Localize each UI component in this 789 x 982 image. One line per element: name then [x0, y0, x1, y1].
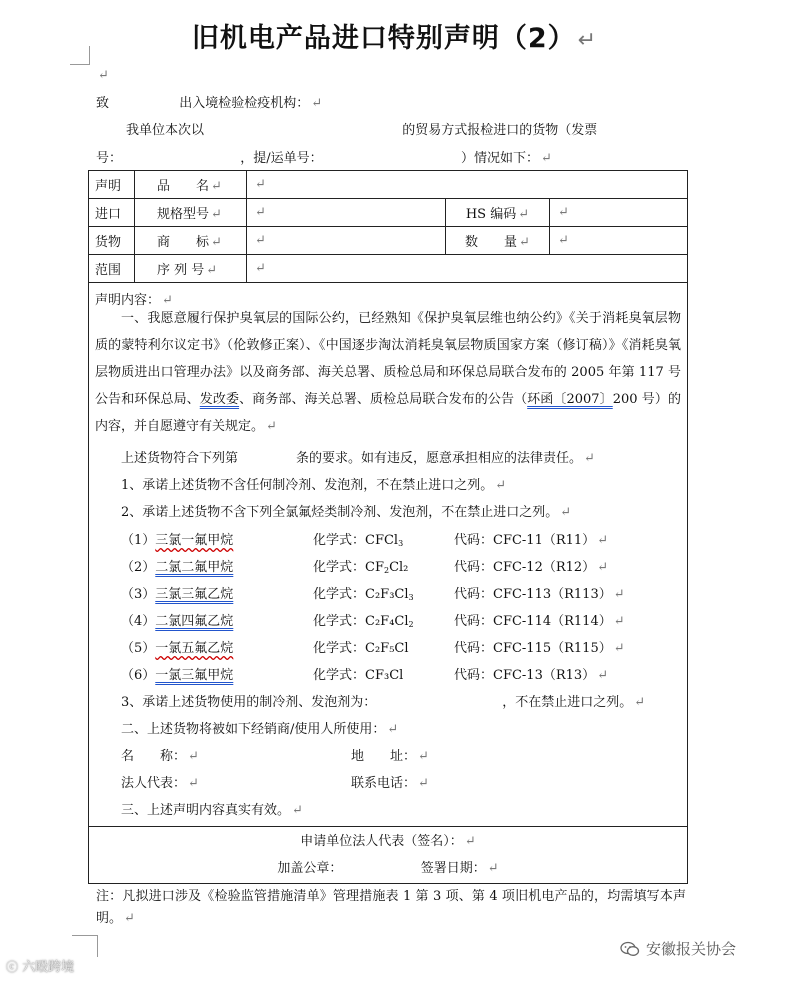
addressee-line: 致 出入境检验检疫机构： ↵ — [96, 96, 323, 111]
content-label: 声明内容： ↵ — [95, 293, 173, 308]
field-value-name[interactable]: ↵ — [247, 171, 688, 199]
declaration-content-cell — [89, 283, 688, 827]
watermark-left: ⓒ 六殴跨境 — [6, 960, 75, 975]
phone-label: 联系电话： ↵ — [351, 776, 429, 791]
crop-mark — [70, 64, 90, 65]
intro-line-1: 我单位本次以 的贸易方式报检进口的货物（发票 — [126, 123, 598, 138]
commitment-item-3: 3、承诺上述货物使用的制冷剂、发泡剂为： ，不在禁止进口之列。 ↵ — [121, 695, 646, 710]
address-label: 地 址： ↵ — [351, 749, 429, 764]
field-value-spec[interactable]: ↵ — [247, 199, 446, 227]
scope-label: 声明 — [89, 171, 135, 199]
signature-label: 申请单位法人代表（签名）： ↵ — [300, 834, 476, 849]
section-1-paragraph: 一、我愿意履行保护臭氧层的国际公约，已经熟知《保护臭氧层维也纳公约》《关于消耗臭氧层物质的蒙特利尔议定书》（伦敦修正案）、《中国逐步淘汰消耗臭氧层物质国家方案（修订稿）》《消耗臭氧层物质进出口管理办法》以及商务部、海关总署、质检总局和环保总局联合发布的 2005 年第 117 号公告和环保总局、发改委、商务部、海关总署、质检总局联合发布的公告（环函〔2007〕200 号）的内容，并自愿遵守有关规定。 ↵ — [95, 311, 681, 434]
scope-label: 范围 — [89, 255, 135, 283]
section-2-line: 二、上述货物将被如下经销商/使用人所使用： ↵ — [121, 722, 399, 737]
crop-mark — [72, 935, 98, 936]
table-row — [89, 227, 688, 255]
field-value-hs-code[interactable]: ↵ — [550, 199, 688, 227]
table-row — [89, 199, 688, 227]
field-label-hs-code: HS 编码 ↵ — [446, 199, 550, 227]
page-title: 旧机电产品进口特别声明（2）↵ — [191, 23, 598, 54]
substance-row: （6）一氯三氟甲烷 化学式：CF₃Cl 代码：CFC-13（R13） ↵ — [121, 668, 609, 683]
footnote: 注：凡拟进口涉及《检验监管措施清单》管理措施表 1 第 3 项、第 4 项旧机电产品的，均需填写本声明。 ↵ — [96, 889, 686, 926]
table-row — [89, 171, 688, 199]
compliance-line: 上述货物符合下列第 条的要求。如有违反，愿意承担相应的法律责任。 ↵ — [121, 451, 595, 466]
scope-label: 进口 — [89, 199, 135, 227]
commitment-item-2: 2、承诺上述货物不含下列全氯氟烃类制冷剂、发泡剂，不在禁止进口之列。 ↵ — [121, 505, 572, 520]
field-value-serial[interactable]: ↵ — [247, 255, 688, 283]
field-label-serial: 序 列 号 ↵ — [135, 255, 247, 283]
wechat-icon — [620, 941, 640, 957]
table-row — [89, 283, 688, 827]
intro-line-2: 号： ，提/运单号： ）情况如下： ↵ — [96, 151, 552, 166]
substance-row: （5）一氯五氟乙烷 化学式：C₂F₅Cl 代码：CFC-115（R115） ↵ — [121, 641, 625, 656]
declaration-table — [88, 170, 688, 884]
crop-mark — [89, 46, 90, 64]
field-label-spec: 规格型号 ↵ — [135, 199, 247, 227]
substance-row: （4）二氯四氟乙烷 化学式：$C_2F_4Cl_2$ 代码：CFC-114（R114） ↵ — [121, 614, 625, 629]
substance-row: （3）三氯三氟乙烷 化学式：$C_2F_3Cl_3$ 代码：CFC-113（R113） ↵ — [121, 587, 625, 602]
name-label: 名 称： ↵ — [121, 749, 199, 764]
watermark-right: 安徽报关协会 — [620, 938, 736, 959]
section-3-line: 三、上述声明内容真实有效。 ↵ — [121, 803, 303, 818]
table-row — [89, 827, 688, 884]
crop-mark — [97, 935, 98, 957]
table-row — [89, 255, 688, 283]
field-label-brand: 商 标 ↵ — [135, 227, 247, 255]
field-value-quantity[interactable]: ↵ — [550, 227, 688, 255]
weibo-icon: ⓒ — [6, 960, 19, 974]
seal-date-line: 加盖公章： 签署日期： ↵ — [277, 861, 499, 876]
scope-label: 货物 — [89, 227, 135, 255]
commitment-item-1: 1、承诺上述货物不含任何制冷剂、发泡剂，不在禁止进口之列。 ↵ — [121, 478, 507, 493]
field-value-brand[interactable]: ↵ — [247, 227, 446, 255]
substance-row: （1）三氯一氟甲烷 化学式：CFCl$_3$ 代码：CFC-11（R11） ↵ — [121, 533, 609, 548]
field-label-name: 品 名 ↵ — [135, 171, 247, 199]
signature-cell — [89, 827, 688, 884]
empty-paragraph: ↵ — [98, 68, 109, 83]
field-label-quantity: 数 量 ↵ — [446, 227, 550, 255]
legal-rep-label: 法人代表： ↵ — [121, 776, 199, 791]
substance-row: （2）二氯二氟甲烷 化学式：$CF_2Cl_2$ 代码：CFC-12（R12） ↵ — [121, 560, 609, 575]
